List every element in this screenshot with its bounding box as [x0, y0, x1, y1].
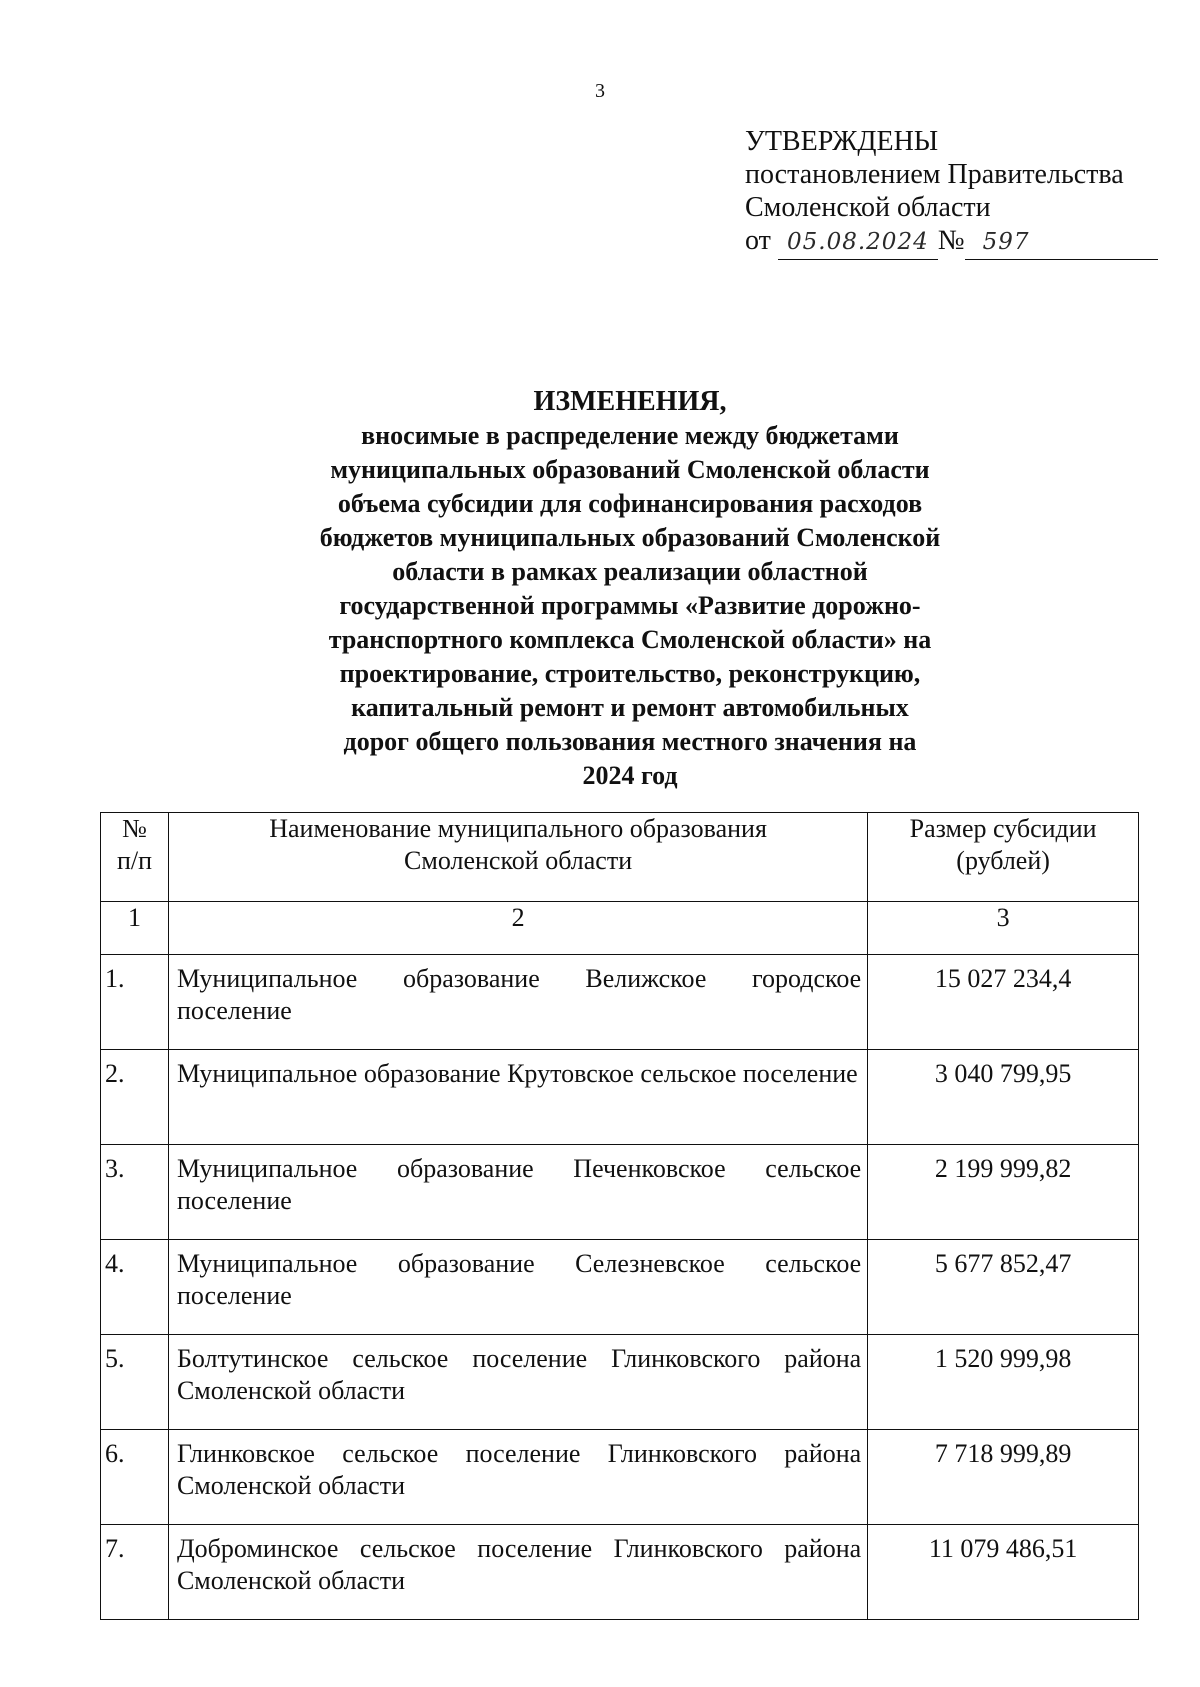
subsidy-amount: 2 199 999,82	[868, 1145, 1139, 1240]
header-name-line-1: Наименование муниципального образования	[269, 814, 767, 843]
handwritten-number: 597	[965, 226, 1158, 260]
title-line: проектирование, строительство, реконструкцию,	[339, 659, 921, 688]
subsidy-amount: 1 520 999,98	[868, 1335, 1139, 1430]
title-heading: ИЗМЕНЕНИЯ,	[533, 386, 727, 417]
row-number: 1.	[101, 955, 169, 1050]
subsidy-amount: 5 677 852,47	[868, 1240, 1139, 1335]
title-line: дорог общего пользования местного значения на	[343, 727, 917, 756]
title-line: области в рамках реализации областной	[392, 557, 868, 586]
title-line: вносимые в распределение между бюджетами	[361, 421, 899, 450]
municipality-name: Муниципальное образование Печенковское сельское поселение	[168, 1145, 867, 1240]
table-row	[101, 1145, 1139, 1240]
column-number-row	[101, 902, 1139, 955]
date-prefix: от	[745, 225, 771, 256]
row-number: 5.	[101, 1335, 169, 1430]
approval-by-line-1: постановлением Правительства	[745, 159, 1124, 190]
header-amount	[868, 813, 1139, 902]
approval-date-number-line	[745, 224, 1158, 260]
header-name-line-2: Смоленской области	[404, 846, 633, 875]
municipality-name: Болтутинское сельское поселение Глинковского района Смоленской области	[168, 1335, 867, 1430]
municipality-name: Доброминское сельское поселение Глинковского района Смоленской области	[168, 1525, 867, 1620]
table-row	[101, 1430, 1139, 1525]
row-number: 4.	[101, 1240, 169, 1335]
title-line: транспортного комплекса Смоленской области» на	[328, 625, 932, 654]
approval-by-line-2: Смоленской области	[745, 192, 991, 223]
row-number: 3.	[101, 1145, 169, 1240]
approval-stamp	[745, 125, 1158, 260]
row-number: 7.	[101, 1525, 169, 1620]
header-no	[101, 813, 169, 902]
column-number: 2	[168, 902, 867, 955]
subsidy-table	[100, 812, 1139, 1620]
title-line: объема субсидии для софинансирования расходов	[337, 489, 923, 518]
column-number: 3	[868, 902, 1139, 955]
table-row	[101, 955, 1139, 1050]
header-amount-line-1: Размер субсидии	[909, 814, 1097, 843]
row-number: 2.	[101, 1050, 169, 1145]
table-header-row	[101, 813, 1139, 902]
title-line: государственной программы «Развитие дорожно-	[339, 591, 921, 620]
municipality-name: Муниципальное образование Крутовское сельское поселение	[168, 1050, 867, 1145]
table-row	[101, 1525, 1139, 1620]
subsidy-amount: 15 027 234,4	[868, 955, 1139, 1050]
subsidy-amount: 3 040 799,95	[868, 1050, 1139, 1145]
title-line: 2024 год	[582, 761, 678, 790]
handwritten-date: 05.08.2024	[778, 226, 938, 260]
number-sign: №	[937, 225, 965, 256]
column-number: 1	[101, 902, 169, 955]
table-row	[101, 1240, 1139, 1335]
table-row	[101, 1335, 1139, 1430]
title-line: муниципальных образований Смоленской области	[330, 455, 930, 484]
header-no-line-1: №	[122, 814, 147, 843]
header-amount-line-2: (рублей)	[956, 846, 1050, 875]
municipality-name: Глинковское сельское поселение Глинковского района Смоленской области	[168, 1430, 867, 1525]
approval-heading: УТВЕРЖДЕНЫ	[745, 126, 939, 157]
header-no-line-2: п/п	[116, 846, 152, 875]
row-number: 6.	[101, 1430, 169, 1525]
page-number: 3	[595, 80, 605, 102]
subsidy-amount: 7 718 999,89	[868, 1430, 1139, 1525]
municipality-name: Муниципальное образование Велижское городское поселение	[168, 955, 867, 1050]
document-title	[230, 385, 1030, 793]
title-line: бюджетов муниципальных образований Смоленской	[319, 523, 941, 552]
title-line: капитальный ремонт и ремонт автомобильных	[351, 693, 909, 722]
table-row	[101, 1050, 1139, 1145]
header-name	[168, 813, 867, 902]
municipality-name: Муниципальное образование Селезневское сельское поселение	[168, 1240, 867, 1335]
subsidy-amount: 11 079 486,51	[868, 1525, 1139, 1620]
